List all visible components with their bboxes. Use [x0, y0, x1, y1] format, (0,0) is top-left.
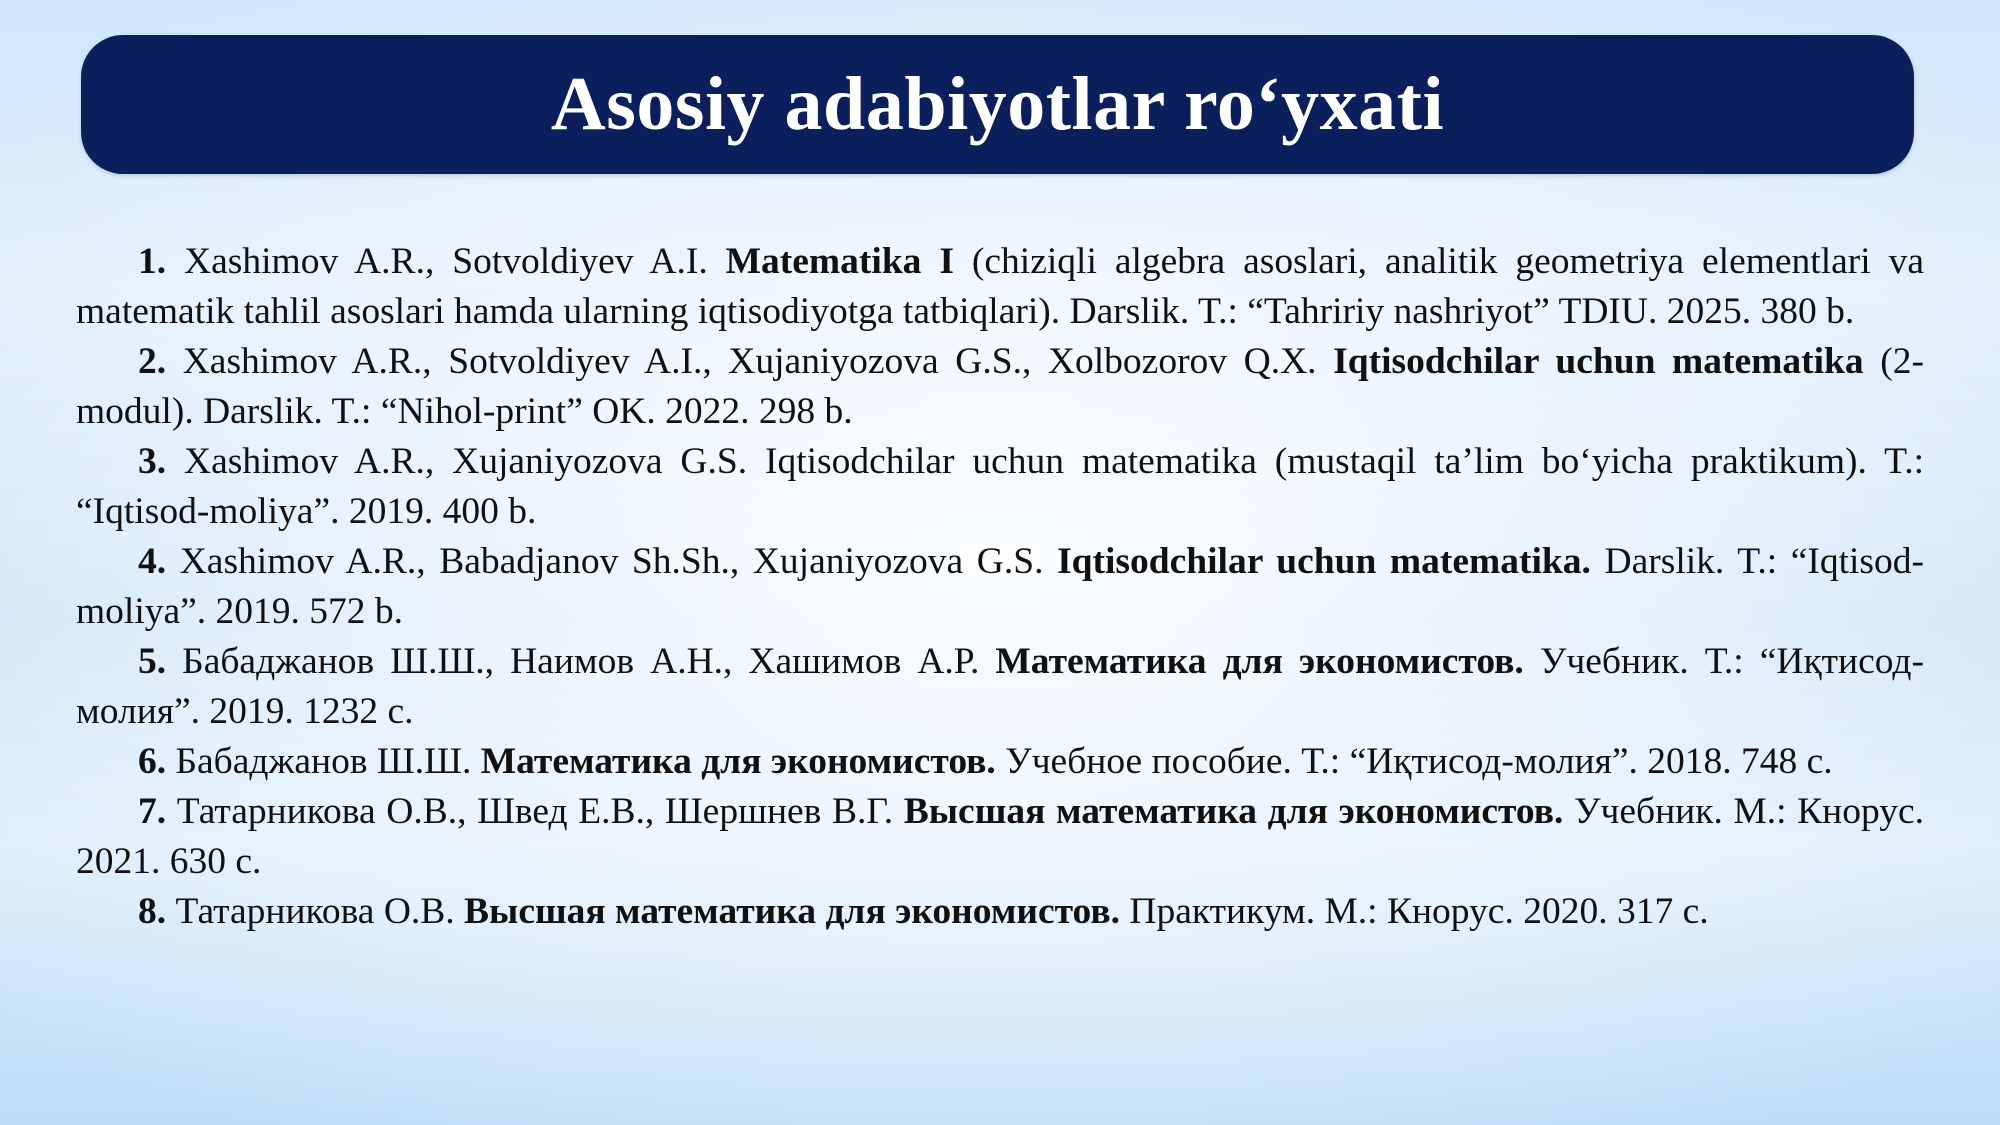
- reference-item-3: [76, 437, 1924, 537]
- reference-details: Учебник. М.: Кнорус. 2021. 630 с.: [76, 791, 1924, 882]
- reference-authors: Бабаджанов Ш.Ш.: [166, 741, 481, 782]
- reference-item-5: [76, 637, 1924, 737]
- reference-title: Iqtisodchilar uchun matematika: [1333, 341, 1864, 382]
- reference-list: [76, 237, 1924, 937]
- reference-item-7: [76, 787, 1924, 887]
- reference-item-4: [76, 537, 1924, 637]
- reference-details: (2-modul). Darslik. T.: “Nihol-print” OK. 2022. 298 b.: [76, 341, 1924, 432]
- reference-authors: Татарникова О.В.: [166, 891, 465, 932]
- reference-title: Математика для экономистов.: [995, 641, 1524, 682]
- reference-authors: Татарникова О.В., Швед Е.В., Шершнев В.Г.: [166, 791, 904, 832]
- reference-number: 7.: [138, 791, 167, 832]
- reference-authors: Xashimov A.R., Xujaniyozova G.S. Iqtisodchilar uchun matematika (mustaqil ta’lim bo‘yicha praktikum). T.: “Iqtisod-moliya”. 2019. 400 b.: [76, 441, 1924, 532]
- reference-number: 8.: [138, 891, 167, 932]
- reference-title: Matematika I: [725, 241, 954, 282]
- reference-details: (chiziqli algebra asoslari, analitik geometriya elementlari va matematik tahlil asoslari hamda ularning iqtisodiyotga tatbiqlari). Darslik. T.: “Tahririy nashriyot” TDIU. 2025. 380 b.: [76, 241, 1924, 332]
- reference-number: 4.: [138, 541, 167, 582]
- reference-item-8: [76, 887, 1924, 937]
- reference-number: 1.: [138, 241, 167, 282]
- reference-authors: Бабаджанов Ш.Ш., Наимов А.Н., Хашимов А.Р.: [166, 641, 996, 682]
- reference-title: Высшая математика для экономистов.: [903, 791, 1564, 832]
- reference-authors: Xashimov A.R., Babadjanov Sh.Sh., Xujaniyozova G.S.: [166, 541, 1058, 582]
- reference-authors: Xashimov A.R., Sotvoldiyev A.I., Xujaniyozova G.S., Xolbozorov Q.X.: [166, 341, 1334, 382]
- reference-details: Darslik. T.: “Iqtisod-moliya”. 2019. 572 b.: [76, 541, 1925, 632]
- title-banner: [81, 35, 1914, 174]
- reference-number: 5.: [138, 641, 167, 682]
- reference-item-2: [76, 337, 1924, 437]
- reference-title: Математика для экономистов.: [480, 741, 996, 782]
- reference-authors: Xashimov A.R., Sotvoldiyev A.I.: [166, 241, 726, 282]
- reference-title: Высшая математика для экономистов.: [464, 891, 1120, 932]
- reference-details: Учебное пособие. Т.: “Иқтисод-молия”. 2018. 748 с.: [995, 741, 1833, 782]
- reference-title: Iqtisodchilar uchun matematika.: [1057, 541, 1591, 582]
- reference-number: 6.: [138, 741, 167, 782]
- reference-number: 3.: [138, 441, 167, 482]
- reference-item-6: [76, 737, 1924, 787]
- reference-number: 2.: [138, 341, 167, 382]
- reference-details: Практикум. М.: Кнорус. 2020. 317 с.: [1120, 891, 1709, 932]
- slide-title: Asosiy adabiyotlar ro‘yxati: [550, 62, 1445, 146]
- reference-details: Учебник. Т.: “Иқтисод-молия”. 2019. 1232 с.: [76, 641, 1925, 732]
- reference-item-1: [76, 237, 1924, 337]
